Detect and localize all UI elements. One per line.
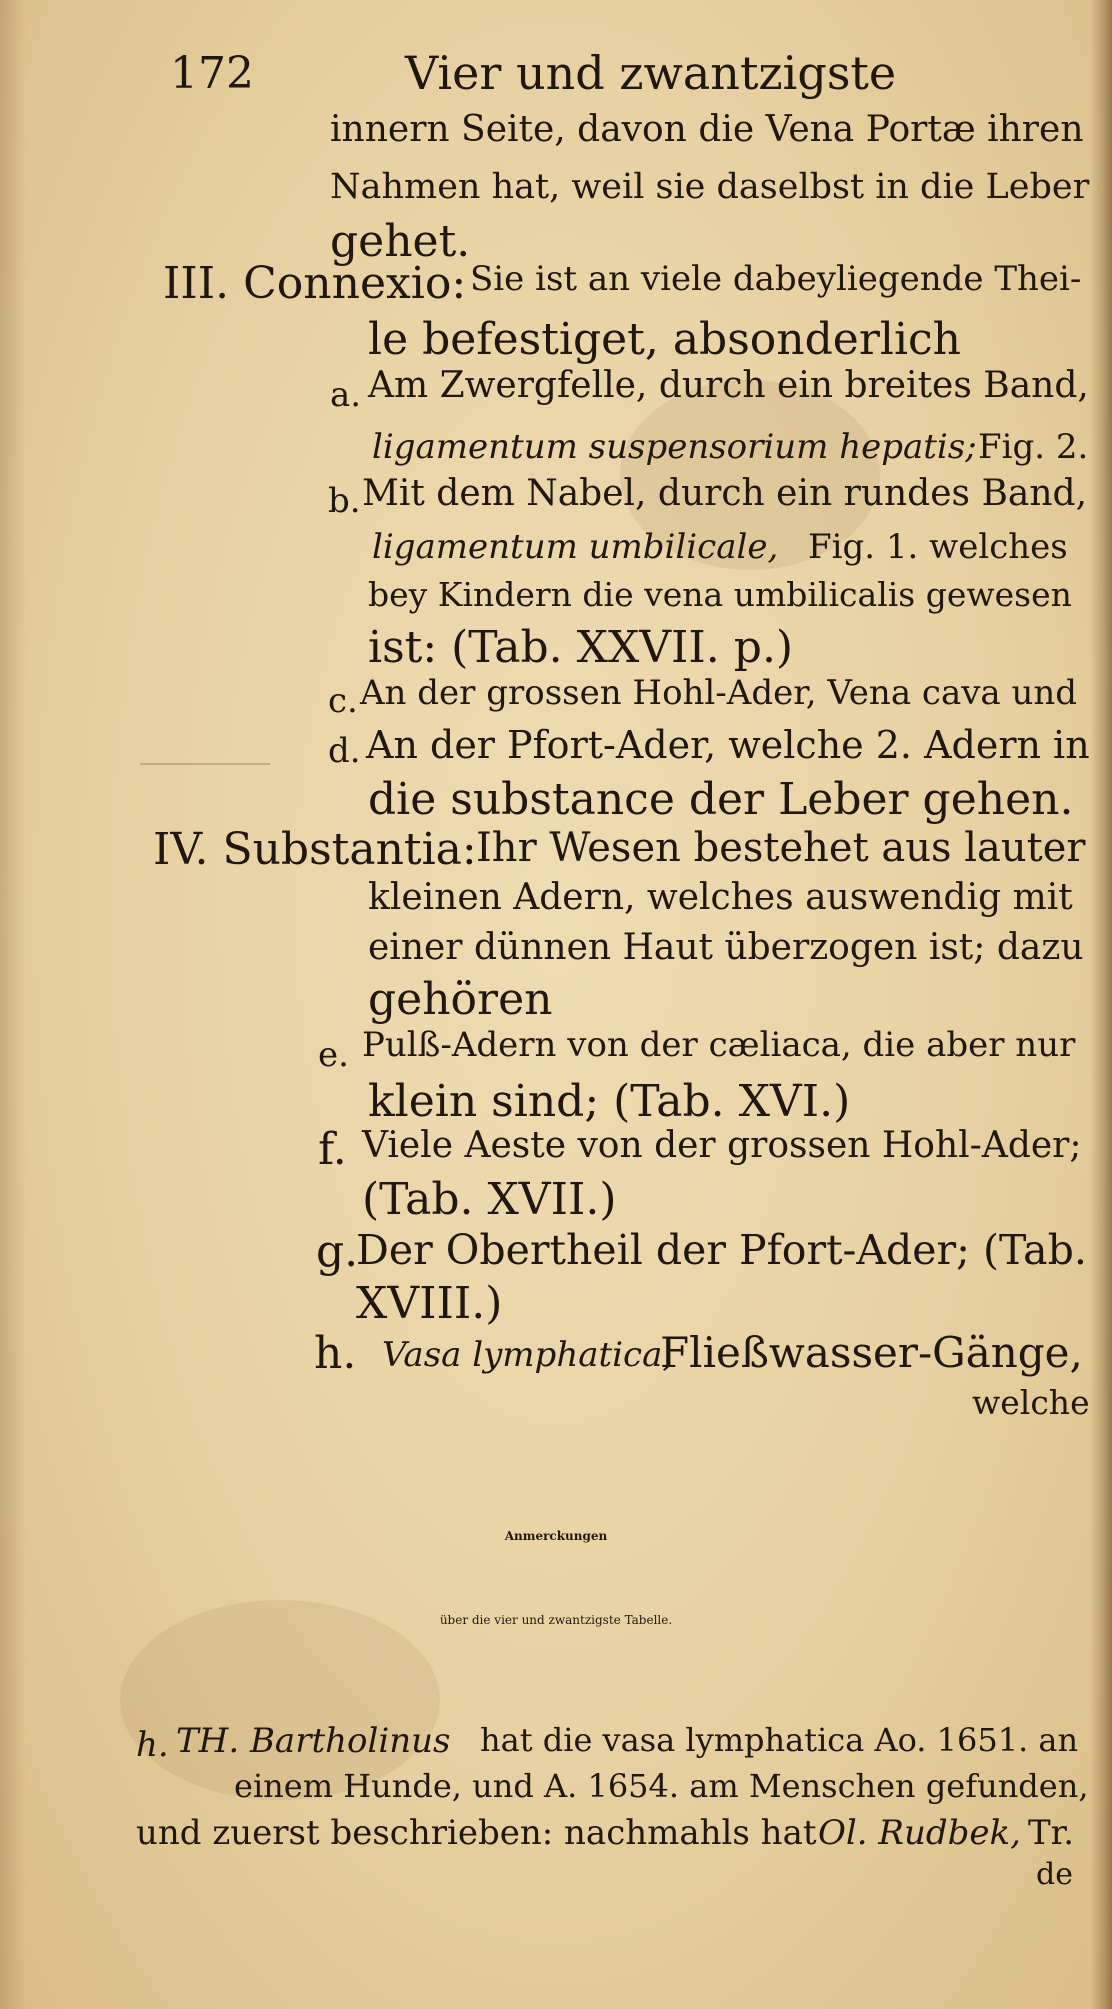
figure-reference: Fig. 2.: [978, 427, 1089, 467]
section-label: III. Connexio:: [163, 258, 467, 309]
note-author: TH. Bartholinus: [176, 1721, 451, 1761]
item-marker: d.: [328, 731, 361, 771]
text-line: Viele Aeste von der grossen Hohl-Ader;: [362, 1125, 1082, 1166]
running-title: Vier und zwantzigste: [405, 46, 897, 100]
note-author: Ol. Rudbek,: [818, 1813, 1021, 1853]
latin-term: ligamentum suspensorium hepatis;: [372, 427, 977, 467]
section-label: IV. Substantia:: [153, 824, 477, 875]
item-marker: g.: [316, 1226, 359, 1277]
text-line: gehet.: [330, 216, 471, 267]
page-edge-shadow: [1090, 0, 1112, 2009]
text-line: einer dünnen Haut überzogen ist; dazu: [368, 927, 1084, 968]
text-line: bey Kindern die vena umbilicalis gewesen: [368, 575, 1072, 614]
text-line: ist: (Tab. XXVII. p.): [368, 622, 794, 673]
text-line: An der Pfort-Ader, welche 2. Adern in: [366, 723, 1090, 767]
page-number: 172: [170, 48, 254, 99]
note-line: hat die vasa lymphatica Ao. 1651. an: [480, 1721, 1079, 1759]
note-marker: h.: [136, 1725, 169, 1765]
text-line: Der Obertheil der Pfort-Ader; (Tab.: [356, 1226, 1087, 1274]
item-marker: f.: [318, 1124, 347, 1175]
note-line: einem Hunde, und A. 1654. am Menschen gefunden,: [234, 1767, 1089, 1805]
catchword: de: [1036, 1857, 1073, 1892]
text-line: Ihr Wesen bestehet aus lauter: [476, 825, 1086, 871]
text-line: die substance der Leber gehen.: [368, 774, 1074, 825]
item-marker: b.: [328, 481, 361, 521]
text-line: (Tab. XVII.): [362, 1174, 617, 1225]
item-marker: a.: [330, 375, 362, 415]
text-line: XVIII.): [356, 1278, 503, 1329]
notes-subheading: über die vier und zwantzigste Tabelle.: [439, 1613, 673, 1627]
faint-rule: [140, 763, 270, 765]
text-line: Am Zwergfelle, durch ein breites Band,: [368, 365, 1089, 406]
catchword: welche: [972, 1383, 1090, 1422]
text-line: Fließwasser-Gänge,: [660, 1328, 1083, 1377]
text-line: le befestiget, absonderlich: [368, 314, 961, 365]
notes-heading: Anmerckungen: [504, 1529, 608, 1543]
latin-term: ligamentum umbilicale,: [372, 527, 779, 567]
text-line: kleinen Adern, welches auswendig mit: [368, 877, 1073, 918]
text-line: Sie ist an viele dabeyliegende Thei-: [470, 259, 1082, 299]
text-line: innern Seite, davon die Vena Portæ ihren: [330, 109, 1084, 150]
text-line: klein sind; (Tab. XVI.): [368, 1076, 851, 1127]
page-gutter-shadow: [0, 0, 26, 2009]
item-marker: h.: [314, 1328, 357, 1379]
item-marker: c.: [328, 681, 358, 721]
text-line: gehören: [368, 974, 553, 1025]
latin-term: Vasa lymphatica,: [382, 1335, 674, 1375]
text-line: Nahmen hat, weil sie daselbst in die Leber: [330, 167, 1090, 207]
figure-reference: Fig. 1. welches: [808, 527, 1068, 567]
item-marker: e.: [318, 1035, 349, 1075]
text-line: Mit dem Nabel, durch ein rundes Band,: [362, 473, 1088, 514]
note-line: Tr.: [1028, 1813, 1075, 1853]
text-line: An der grossen Hohl-Ader, Vena cava und: [360, 673, 1078, 713]
note-line: und zuerst beschrieben: nachmahls hat: [136, 1813, 817, 1853]
text-line: Pulß-Adern von der cæliaca, die aber nur: [362, 1025, 1076, 1065]
